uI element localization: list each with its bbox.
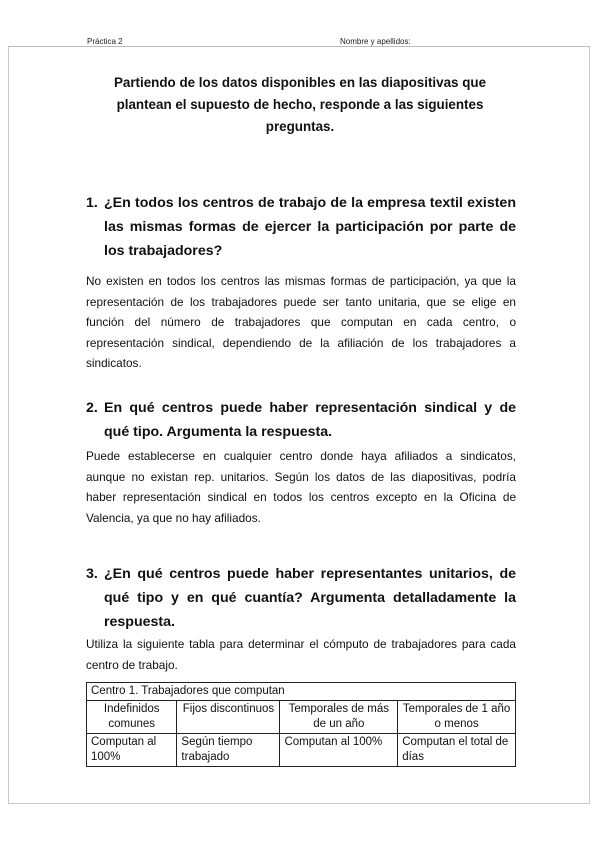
table-header-cell: Indefinidos comunes (87, 701, 177, 734)
question-2-number: 2. (86, 400, 98, 416)
table-header-cell: Temporales de 1 año o menos (398, 701, 516, 734)
question-3 (86, 562, 516, 634)
table-header-cell: Temporales de más de un año (280, 701, 398, 734)
header-name-label: Nombre y apellidos: (340, 37, 411, 46)
header-practice-label: Práctica 2 (87, 37, 123, 46)
question-1-number: 1. (86, 195, 98, 211)
question-2-text: En qué centros puede haber representación sindical y de qué tipo. Argumenta la respuesta. (104, 400, 516, 440)
intro-instructions: Partiendo de los datos disponibles en las diapositivas que plantean el supuesto de hecho, responde a las siguientes preguntas. (113, 75, 487, 134)
answer-1: No existen en todos los centros las mismas formas de participación, ya que la representación de los trabajadores puede ser tanto unitaria, que se elige en función del número de trabajadores que computan en cada centro, o representación sindical, dependiendo de la afiliación de los trabajadores a sindicatos. (86, 274, 516, 370)
table-cell: Según tiempo trabajado (177, 734, 280, 767)
table-row (87, 734, 516, 767)
question-1 (86, 191, 516, 263)
question-1-text: ¿En todos los centros de trabajo de la empresa textil existen las mismas formas de ejercer la participación por parte de los trabajadores? (104, 195, 516, 259)
table-header-cell: Fijos discontinuos (177, 701, 280, 734)
header-divider (8, 46, 590, 47)
question-2 (86, 396, 516, 444)
table-cell: Computan el total de días (398, 734, 516, 767)
answer-2: Puede establecerse en cualquier centro donde haya afiliados a sindicatos, aunque no existan rep. unitarios. Según los datos de las diapositivas, podría haber representación sindical en todos los centros excepto en la Oficina de Valencia, ya que no hay afiliados. (86, 449, 516, 525)
question-3-number: 3. (86, 566, 98, 582)
table-caption: Centro 1. Trabajadores que computan (87, 683, 516, 701)
answer-3-instructions: Utiliza la siguiente tabla para determinar el cómputo de trabajadores para cada centro de trabajo. (86, 637, 516, 672)
question-3-text: ¿En qué centros puede haber representantes unitarios, de qué tipo y en qué cuantía? Argumenta detalladamente la respuesta. (104, 566, 516, 630)
table-cell: Computan al 100% (87, 734, 177, 767)
table-cell: Computan al 100% (280, 734, 398, 767)
workers-count-table (86, 682, 516, 767)
